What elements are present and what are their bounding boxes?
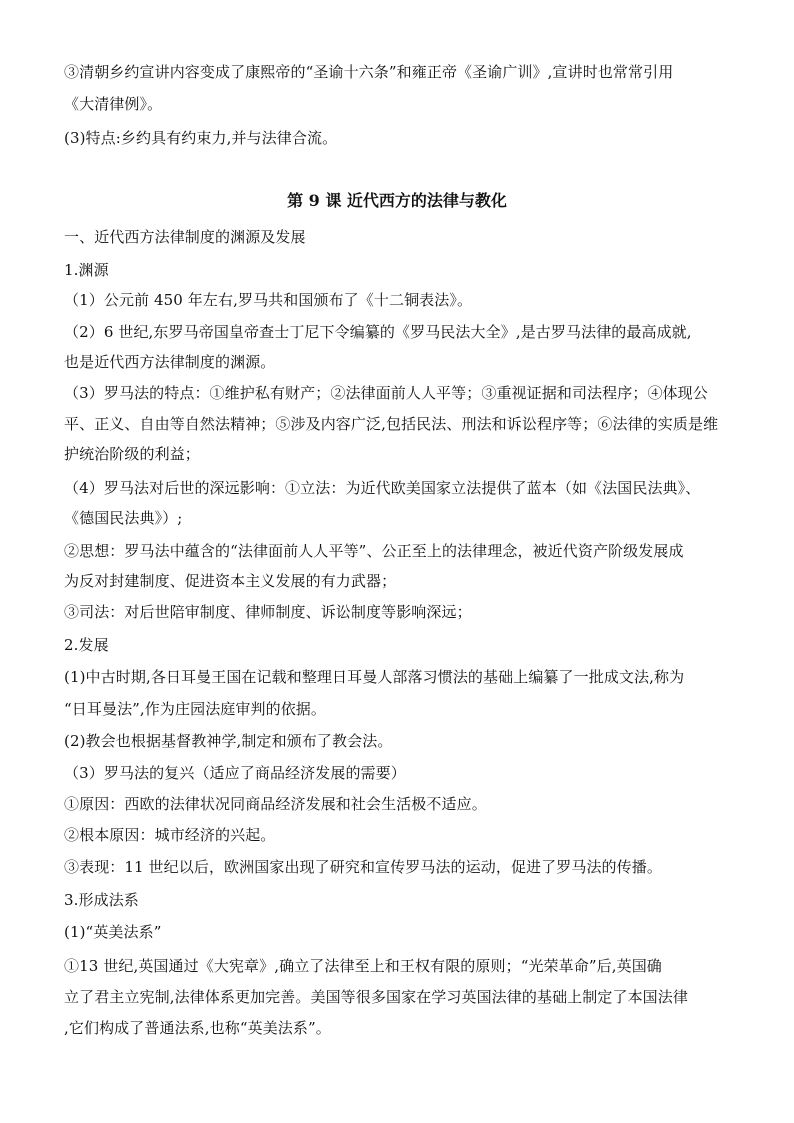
text-line: ③司法：对后世陪审制度、律师制度、诉讼制度等影响深远；: [64, 603, 472, 621]
text-line: ①原因：西欧的法律状况同商品经济发展和社会生活极不适应。: [64, 795, 487, 813]
text-line: ①13 世纪,英国通过《大宪章》,确立了法律至上和王权有限的原则；“光荣革命”后,英国确: [64, 957, 662, 975]
text-line: (2)教会也根据基督教神学,制定和颁布了教会法。: [64, 732, 393, 750]
text-line: ②思想：罗马法中蕴含的“法律面前人人平等”、公正至上的法律理念，被近代资产阶级发展成: [64, 542, 684, 560]
text-line: （1）公元前 450 年左右,罗马共和国颁布了《十二铜表法》。: [64, 291, 473, 309]
section-heading: 一、近代西方法律制度的渊源及发展: [64, 228, 306, 246]
text-line: (3)特点:乡约具有约束力,并与法律合流。: [64, 129, 338, 147]
subsection-heading: 1.渊源: [64, 261, 109, 279]
subsection-heading: 3.形成法系: [64, 891, 139, 909]
text-line: （2）6 世纪,东罗马帝国皇帝查士丁尼下令编纂的《罗马民法大全》,是古罗马法律的最高成就,: [64, 323, 692, 341]
text-line: 立了君主立宪制,法律体系更加完善。美国等很多国家在学习英国法律的基础上制定了本国法律: [64, 988, 688, 1006]
text-line: (1)中古时期,各日耳曼王国在记载和整理日耳曼人部落习惯法的基础上编纂了一批成文法,称为: [64, 668, 685, 686]
text-line: 《德国民法典》）;: [64, 509, 183, 527]
text-line: (1)“英美法系”: [64, 923, 162, 941]
text-line: ②根本原因：城市经济的兴起。: [64, 826, 276, 844]
text-line: 平、正义、自由等自然法精神；⑤涉及内容广泛,包括民法、刑法和诉讼程序等；⑥法律的实质是维: [64, 415, 719, 433]
text-line: （3）罗马法的复兴（适应了商品经济发展的需要）: [64, 764, 406, 782]
text-line: ,它们构成了普通法系,也称“英美法系”。: [64, 1019, 331, 1037]
text-line: “日耳曼法”,作为庄园法庭审判的依据。: [64, 700, 327, 718]
text-line: 也是近代西方法律制度的渊源。: [64, 353, 276, 371]
text-line: 《大清律例》。: [64, 95, 163, 113]
text-line: 为反对封建制度、促进资本主义发展的有力武器；: [64, 572, 397, 590]
lesson-title: 第 9 课 近代西方的法律与教化: [287, 191, 507, 210]
subsection-heading: 2.发展: [64, 636, 109, 654]
text-line: （3）罗马法的特点：①维护私有财产；②法律面前人人平等；③重视证据和司法程序；④体现公: [64, 384, 708, 402]
text-line: 护统治阶级的利益；: [64, 445, 200, 463]
text-line: ③清朝乡约宣讲内容变成了康熙帝的“圣谕十六条”和雍正帝《圣谕广训》,宣讲时也常常引用: [64, 63, 674, 81]
text-line: （4）罗马法对后世的深远影响：①立法：为近代欧美国家立法提供了蓝本（如《法国民法典》、: [64, 479, 701, 497]
text-line: ③表现：11 世纪以后，欧洲国家出现了研究和宣传罗马法的运动，促进了罗马法的传播。: [64, 858, 662, 876]
